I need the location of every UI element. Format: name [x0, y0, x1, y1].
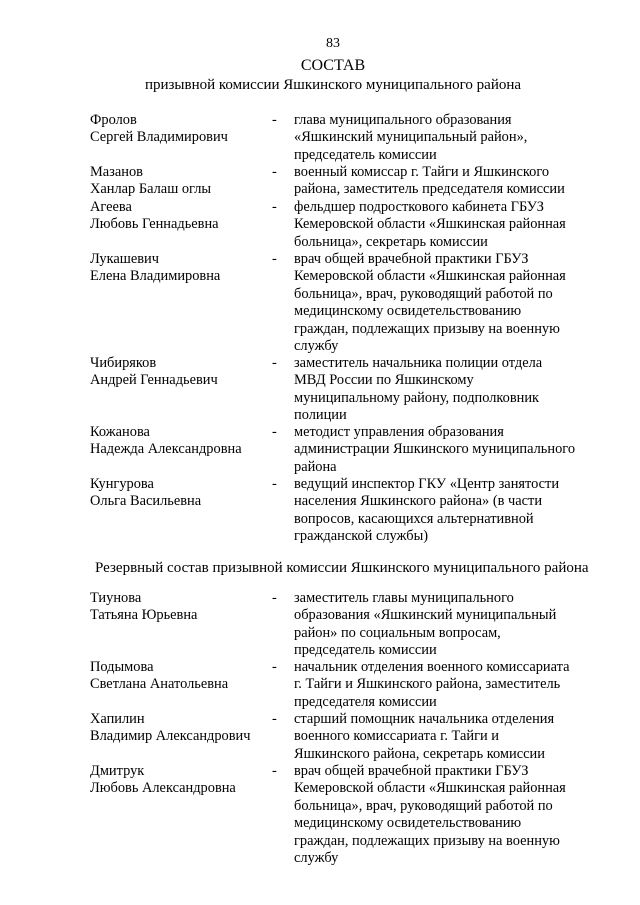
member-name	[90, 424, 268, 459]
role-line: Кемеровской области «Яшкинская районная	[294, 216, 566, 233]
role-line: методист управления образования	[294, 424, 504, 440]
member-name	[90, 199, 268, 234]
role-line: больница», секретарь комиссии	[294, 233, 488, 250]
member-role	[294, 590, 594, 660]
role-line: МВД России по Яшкинскому	[294, 372, 474, 389]
member-given-names: Любовь Геннадьевна	[90, 216, 219, 233]
role-line: муниципальному району, подполковник	[294, 389, 540, 406]
member-given-names: Сергей Владимирович	[90, 129, 228, 146]
member-given-names: Любовь Александровна	[90, 780, 236, 797]
role-line: заместитель главы муниципального	[294, 590, 514, 606]
member-role	[294, 112, 594, 164]
member-given-names: Татьяна Юрьевна	[90, 607, 198, 624]
member-surname: Кунгурова	[90, 476, 154, 492]
member-role	[294, 711, 594, 763]
role-line: медицинскому освидетельствованию	[294, 815, 522, 832]
role-line: Кемеровской области «Яшкинская районная	[294, 780, 566, 797]
role-line: г. Тайги и Яшкинского района, заместитель	[294, 676, 561, 693]
member-name	[90, 112, 268, 147]
role-line: граждан, подлежащих призыву на военную	[294, 832, 560, 849]
member-surname: Чибиряков	[90, 355, 157, 371]
role-line: медицинскому освидетельствованию	[294, 303, 522, 320]
role-line: больница», врач, руководящий работой по	[294, 285, 553, 302]
separator-dash: -	[272, 164, 277, 180]
member-name	[90, 355, 268, 390]
role-line: граждан, подлежащих призыву на военную	[294, 320, 560, 337]
member-surname: Хапилин	[90, 711, 145, 727]
role-line: фельдшер подросткового кабинета ГБУЗ	[294, 199, 544, 215]
role-line: военный комиссар г. Тайги и Яшкинского	[294, 164, 550, 180]
role-line: председатель комиссии	[294, 642, 437, 659]
member-role	[294, 164, 594, 199]
role-line: председателя комиссии	[294, 693, 437, 710]
separator-dash: -	[272, 590, 277, 606]
member-name	[90, 711, 268, 746]
member-name	[90, 763, 268, 798]
separator-dash: -	[272, 112, 277, 128]
member-role	[294, 199, 594, 251]
role-line: образования «Яшкинский муниципальный	[294, 607, 557, 624]
separator-dash: -	[272, 199, 277, 215]
role-line: района	[294, 458, 337, 475]
separator-dash: -	[272, 251, 277, 267]
role-line: гражданской службы)	[294, 528, 429, 545]
member-given-names: Надежда Александровна	[90, 441, 242, 458]
member-given-names: Ольга Васильевна	[90, 493, 202, 510]
member-role	[294, 659, 594, 711]
role-line: «Яшкинский муниципальный район»,	[294, 129, 528, 146]
member-given-names: Светлана Анатольевна	[90, 676, 229, 693]
role-line: врач общей врачебной практики ГБУЗ	[294, 251, 529, 267]
separator-dash: -	[272, 711, 277, 727]
member-given-names: Ханлар Балаш оглы	[90, 181, 212, 198]
member-surname: Подымова	[90, 659, 154, 675]
member-name	[90, 476, 268, 511]
member-name	[90, 164, 268, 199]
member-name	[90, 251, 268, 286]
member-name	[90, 659, 268, 694]
role-line: службу	[294, 338, 339, 355]
role-line: председатель комиссии	[294, 146, 437, 163]
member-surname: Дмитрук	[90, 763, 145, 779]
role-line: военного комиссариата г. Тайги и	[294, 728, 499, 745]
role-line: ведущий инспектор ГКУ «Центр занятости	[294, 476, 560, 492]
separator-dash: -	[272, 763, 277, 779]
role-line: глава муниципального образования	[294, 112, 512, 128]
role-line: заместитель начальника полиции отдела	[294, 355, 543, 371]
document-subtitle: призывной комиссии Яшкинского муниципального района	[144, 77, 522, 93]
member-surname: Тиунова	[90, 590, 142, 606]
separator-dash: -	[272, 424, 277, 440]
role-line: район» по социальным вопросам,	[294, 624, 501, 641]
member-surname: Мазанов	[90, 164, 143, 180]
separator-dash: -	[272, 476, 277, 492]
role-line: врач общей врачебной практики ГБУЗ	[294, 763, 529, 779]
member-surname: Лукашевич	[90, 251, 159, 267]
role-line: начальник отделения военного комиссариата	[294, 659, 570, 675]
member-role	[294, 355, 594, 425]
member-surname: Фролов	[90, 112, 137, 128]
role-line: вопросов, касающихся альтернативной	[294, 510, 534, 527]
role-line: населения Яшкинского района» (в части	[294, 493, 543, 510]
role-line: района, заместитель председателя комиссии	[294, 181, 565, 198]
role-line: Яшкинского района, секретарь комиссии	[294, 745, 545, 762]
role-line: старший помощник начальника отделения	[294, 711, 555, 727]
separator-dash: -	[272, 355, 277, 371]
role-line: Кемеровской области «Яшкинская районная	[294, 268, 566, 285]
member-name	[90, 590, 268, 625]
page-number: 83	[326, 36, 340, 51]
role-line: администрации Яшкинского муниципального	[294, 441, 576, 458]
separator-dash: -	[272, 659, 277, 675]
member-role	[294, 476, 594, 546]
member-surname: Кожанова	[90, 424, 150, 440]
member-role	[294, 763, 594, 867]
reserve-section-heading: Резервный состав призывной комиссии Яшкинского муниципального района	[95, 560, 589, 576]
member-role	[294, 424, 594, 476]
member-given-names: Андрей Геннадьевич	[90, 372, 218, 389]
member-given-names: Елена Владимировна	[90, 268, 221, 285]
member-surname: Агеева	[90, 199, 132, 215]
role-line: полиции	[294, 407, 347, 424]
member-role	[294, 251, 594, 355]
member-given-names: Владимир Александрович	[90, 728, 251, 745]
document-title: СОСТАВ	[300, 57, 366, 74]
role-line: службу	[294, 850, 339, 867]
role-line: больница», врач, руководящий работой по	[294, 797, 553, 814]
